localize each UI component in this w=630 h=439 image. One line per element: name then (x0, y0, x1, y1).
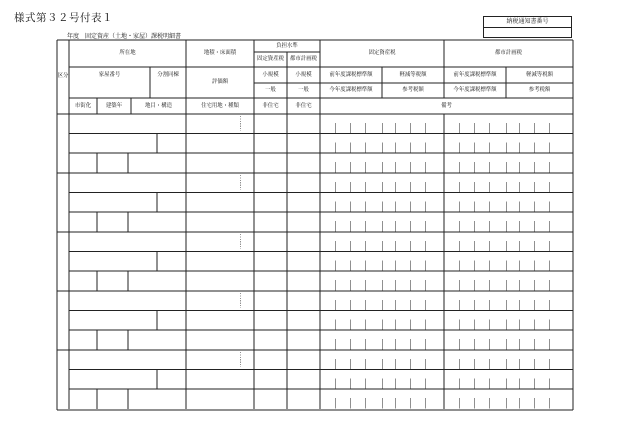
header-prev-year-standard-city: 前年度課税標準額 (453, 71, 497, 78)
header-city-planning-assessed: 都市計画税 (290, 56, 317, 63)
header-house-number: 家屋番号 (98, 71, 121, 78)
header-reference-tax-city: 参考税額 (528, 87, 551, 94)
header-fixed-tax-assessed: 固定資産税 (257, 56, 284, 63)
header-city-planning-tax: 都市計画税 (495, 50, 522, 57)
document-subtitle: 年度 固定資産（土地・家屋）課税明細書 (67, 33, 182, 40)
header-classification: 区分 (57, 72, 69, 79)
header-residential-use: 住宅用地・種類 (201, 102, 239, 109)
header-small-scale-city: 小規模 (295, 71, 312, 78)
header-zoning: 市街化 (74, 102, 92, 109)
header-reduced-tax-city: 軽減等税額 (526, 71, 553, 78)
header-valuation: 評価額 (211, 79, 229, 86)
header-small-scale-fixed: 小規模 (262, 71, 279, 78)
header-general-fixed: 一般 (265, 87, 276, 94)
header-non-residential-fixed: 非住宅 (262, 102, 279, 109)
header-non-residential-city: 非住宅 (295, 102, 312, 109)
header-land-area: 地積・床面積 (203, 50, 237, 57)
header-prev-year-standard-fixed: 前年度課税標準額 (329, 71, 373, 78)
notice-number-label: 納税通知書番号 (484, 17, 571, 28)
header-this-year-standard-city: 今年度課税標準額 (453, 87, 497, 94)
form-title: 様式第３２号付表１ (14, 12, 113, 24)
header-fixed-asset-tax: 固定資産税 (368, 50, 396, 57)
header-this-year-standard-fixed: 今年度課税標準額 (329, 87, 373, 94)
header-reduced-tax-fixed: 軽減等税額 (399, 71, 427, 78)
header-location: 所在地 (119, 50, 136, 57)
header-built-year: 建築年 (105, 102, 123, 109)
header-remarks: 備考 (441, 102, 452, 109)
header-split-building: 分割同棟 (157, 71, 179, 78)
header-reference-tax-fixed: 参考税額 (402, 87, 424, 94)
header-general-city: 一般 (298, 87, 309, 94)
header-burden-level: 負担水準 (276, 42, 298, 49)
header-land-category-structure: 地目・構造 (145, 102, 172, 109)
